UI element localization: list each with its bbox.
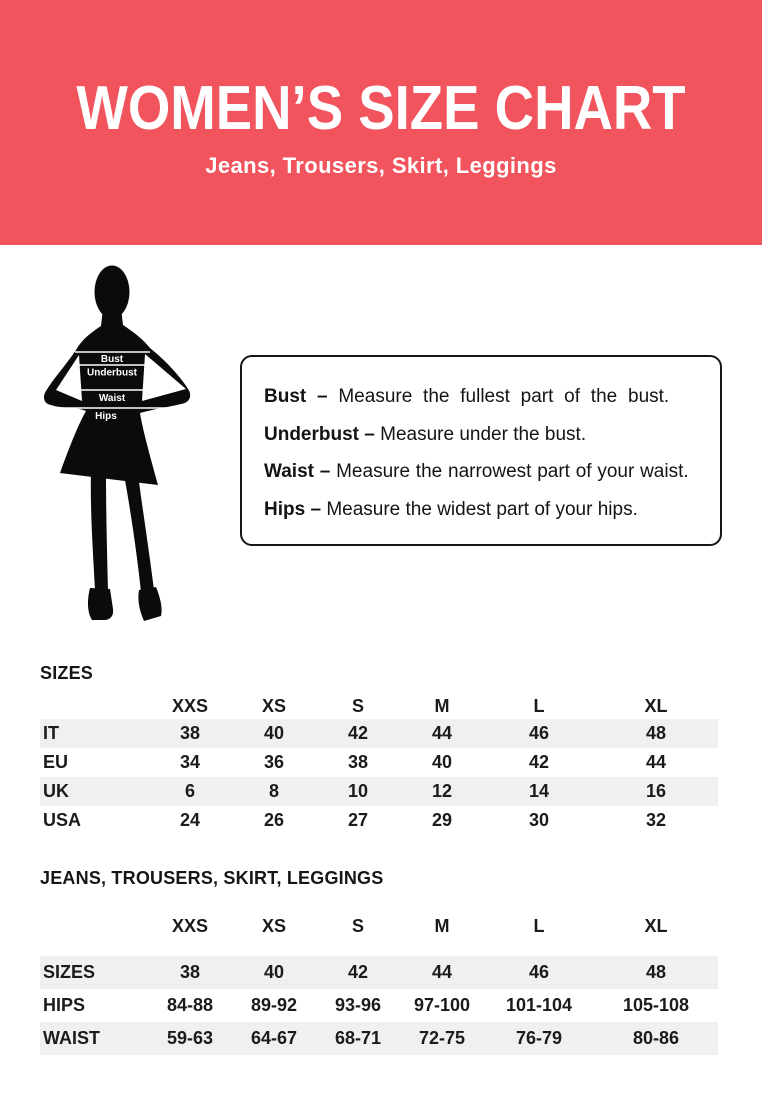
table-cell: 48 bbox=[594, 956, 718, 989]
row-label: UK bbox=[40, 777, 148, 806]
column-header: M bbox=[434, 916, 450, 936]
table-cell: 38 bbox=[148, 719, 232, 748]
table-cell: 14 bbox=[484, 777, 594, 806]
column-header bbox=[40, 693, 148, 719]
row-label: HIPS bbox=[43, 995, 86, 1015]
table-cell: 44 bbox=[400, 956, 484, 989]
column-header: XL bbox=[644, 696, 668, 716]
table-cell: 42 bbox=[528, 752, 550, 772]
row-label: IT bbox=[40, 719, 148, 748]
page-title: WOMEN’S SIZE CHART bbox=[76, 74, 686, 143]
column-header bbox=[40, 913, 148, 939]
table-cell: 40 bbox=[232, 719, 316, 748]
table-cell: 32 bbox=[645, 810, 667, 830]
table-cell: 68-71 bbox=[316, 1022, 400, 1055]
table-cell: 76-79 bbox=[484, 1022, 594, 1055]
table-cell: 16 bbox=[594, 777, 718, 806]
bottoms-table-header-row bbox=[40, 913, 718, 939]
row-label: USA bbox=[43, 810, 82, 830]
table-cell: 36 bbox=[263, 752, 285, 772]
table-cell: 46 bbox=[484, 956, 594, 989]
guide-row-waist bbox=[264, 453, 700, 491]
table-cell: 42 bbox=[316, 719, 400, 748]
column-header: XXS bbox=[171, 696, 209, 716]
page-subtitle: Jeans, Trousers, Skirt, Leggings bbox=[205, 153, 557, 178]
table-cell: 59-63 bbox=[148, 1022, 232, 1055]
bottoms-table-section bbox=[40, 868, 718, 1055]
guide-label: Hips – bbox=[264, 498, 322, 520]
table-cell: 12 bbox=[400, 777, 484, 806]
bottoms-table-title: JEANS, TROUSERS, SKIRT, LEGGINGS bbox=[40, 868, 384, 888]
hips-band-label: Hips bbox=[95, 411, 117, 422]
measure-guide-box bbox=[240, 355, 722, 546]
column-header: M bbox=[434, 696, 450, 716]
table-cell: 44 bbox=[645, 752, 667, 772]
guide-label: Waist – bbox=[264, 461, 331, 483]
sizes-table-title: SIZES bbox=[40, 663, 94, 683]
silhouette-left-leg bbox=[91, 470, 108, 590]
table-cell: 72-75 bbox=[400, 1022, 484, 1055]
table-cell: 84-88 bbox=[166, 995, 214, 1015]
column-header: L bbox=[533, 916, 545, 936]
column-header: XXS bbox=[171, 916, 209, 936]
bottoms-table-body bbox=[40, 956, 718, 1055]
header-banner bbox=[0, 0, 762, 245]
table-cell: 24 bbox=[179, 810, 201, 830]
column-header: XL bbox=[644, 916, 668, 936]
guide-text: Measure the fullest part of the bust. bbox=[338, 386, 670, 407]
measurement-figure bbox=[40, 262, 200, 628]
row-label: EU bbox=[43, 752, 69, 772]
guide-text: Measure the narrowest part of your waist. bbox=[336, 461, 689, 483]
silhouette-right-shoe bbox=[138, 587, 161, 621]
column-header: L bbox=[533, 696, 545, 716]
table-cell: 46 bbox=[484, 719, 594, 748]
sizes-table-body bbox=[40, 719, 718, 835]
table-cell: 101-104 bbox=[505, 995, 573, 1015]
table-cell: 26 bbox=[263, 810, 285, 830]
bust-band-label: Bust bbox=[100, 354, 124, 365]
silhouette-left-shoe bbox=[88, 588, 113, 620]
table-cell: 105-108 bbox=[622, 995, 690, 1015]
woman-silhouette-graphic bbox=[40, 262, 200, 628]
column-header: XS bbox=[261, 916, 286, 936]
column-header: XS bbox=[261, 696, 286, 716]
row-label: SIZES bbox=[40, 956, 148, 989]
table-cell: 48 bbox=[594, 719, 718, 748]
column-header: S bbox=[351, 696, 364, 716]
waist-band-label: Waist bbox=[98, 393, 126, 404]
table-cell: 6 bbox=[148, 777, 232, 806]
table-cell: 40 bbox=[232, 956, 316, 989]
silhouette-head bbox=[95, 266, 130, 319]
table-cell: 38 bbox=[347, 752, 369, 772]
table-cell: 80-86 bbox=[594, 1022, 718, 1055]
guide-row-bust bbox=[264, 378, 700, 416]
guide-row-underbust bbox=[264, 416, 700, 454]
guide-label: Bust – bbox=[264, 386, 328, 407]
row-label: WAIST bbox=[40, 1022, 148, 1055]
table-cell: 97-100 bbox=[413, 995, 471, 1015]
table-cell: 29 bbox=[431, 810, 453, 830]
table-cell: 38 bbox=[148, 956, 232, 989]
sizes-table-section bbox=[40, 663, 718, 835]
column-header: S bbox=[351, 916, 364, 936]
table-cell: 64-67 bbox=[232, 1022, 316, 1055]
table-cell: 89-92 bbox=[250, 995, 298, 1015]
table-cell: 34 bbox=[179, 752, 201, 772]
table-cell: 93-96 bbox=[334, 995, 382, 1015]
table-cell: 44 bbox=[400, 719, 484, 748]
table-cell: 42 bbox=[316, 956, 400, 989]
table-cell: 27 bbox=[347, 810, 369, 830]
guide-row-hips bbox=[264, 491, 700, 529]
underbust-band-label: Underbust bbox=[87, 367, 137, 379]
sizes-table-header-row bbox=[40, 693, 718, 719]
silhouette-right-leg bbox=[125, 480, 154, 592]
table-cell: 8 bbox=[232, 777, 316, 806]
table-cell: 40 bbox=[431, 752, 453, 772]
guide-label: Underbust – bbox=[264, 423, 375, 445]
table-cell: 30 bbox=[528, 810, 550, 830]
guide-text: Measure under the bust. bbox=[380, 423, 587, 445]
guide-text: Measure the widest part of your hips. bbox=[326, 498, 638, 520]
table-cell: 10 bbox=[316, 777, 400, 806]
